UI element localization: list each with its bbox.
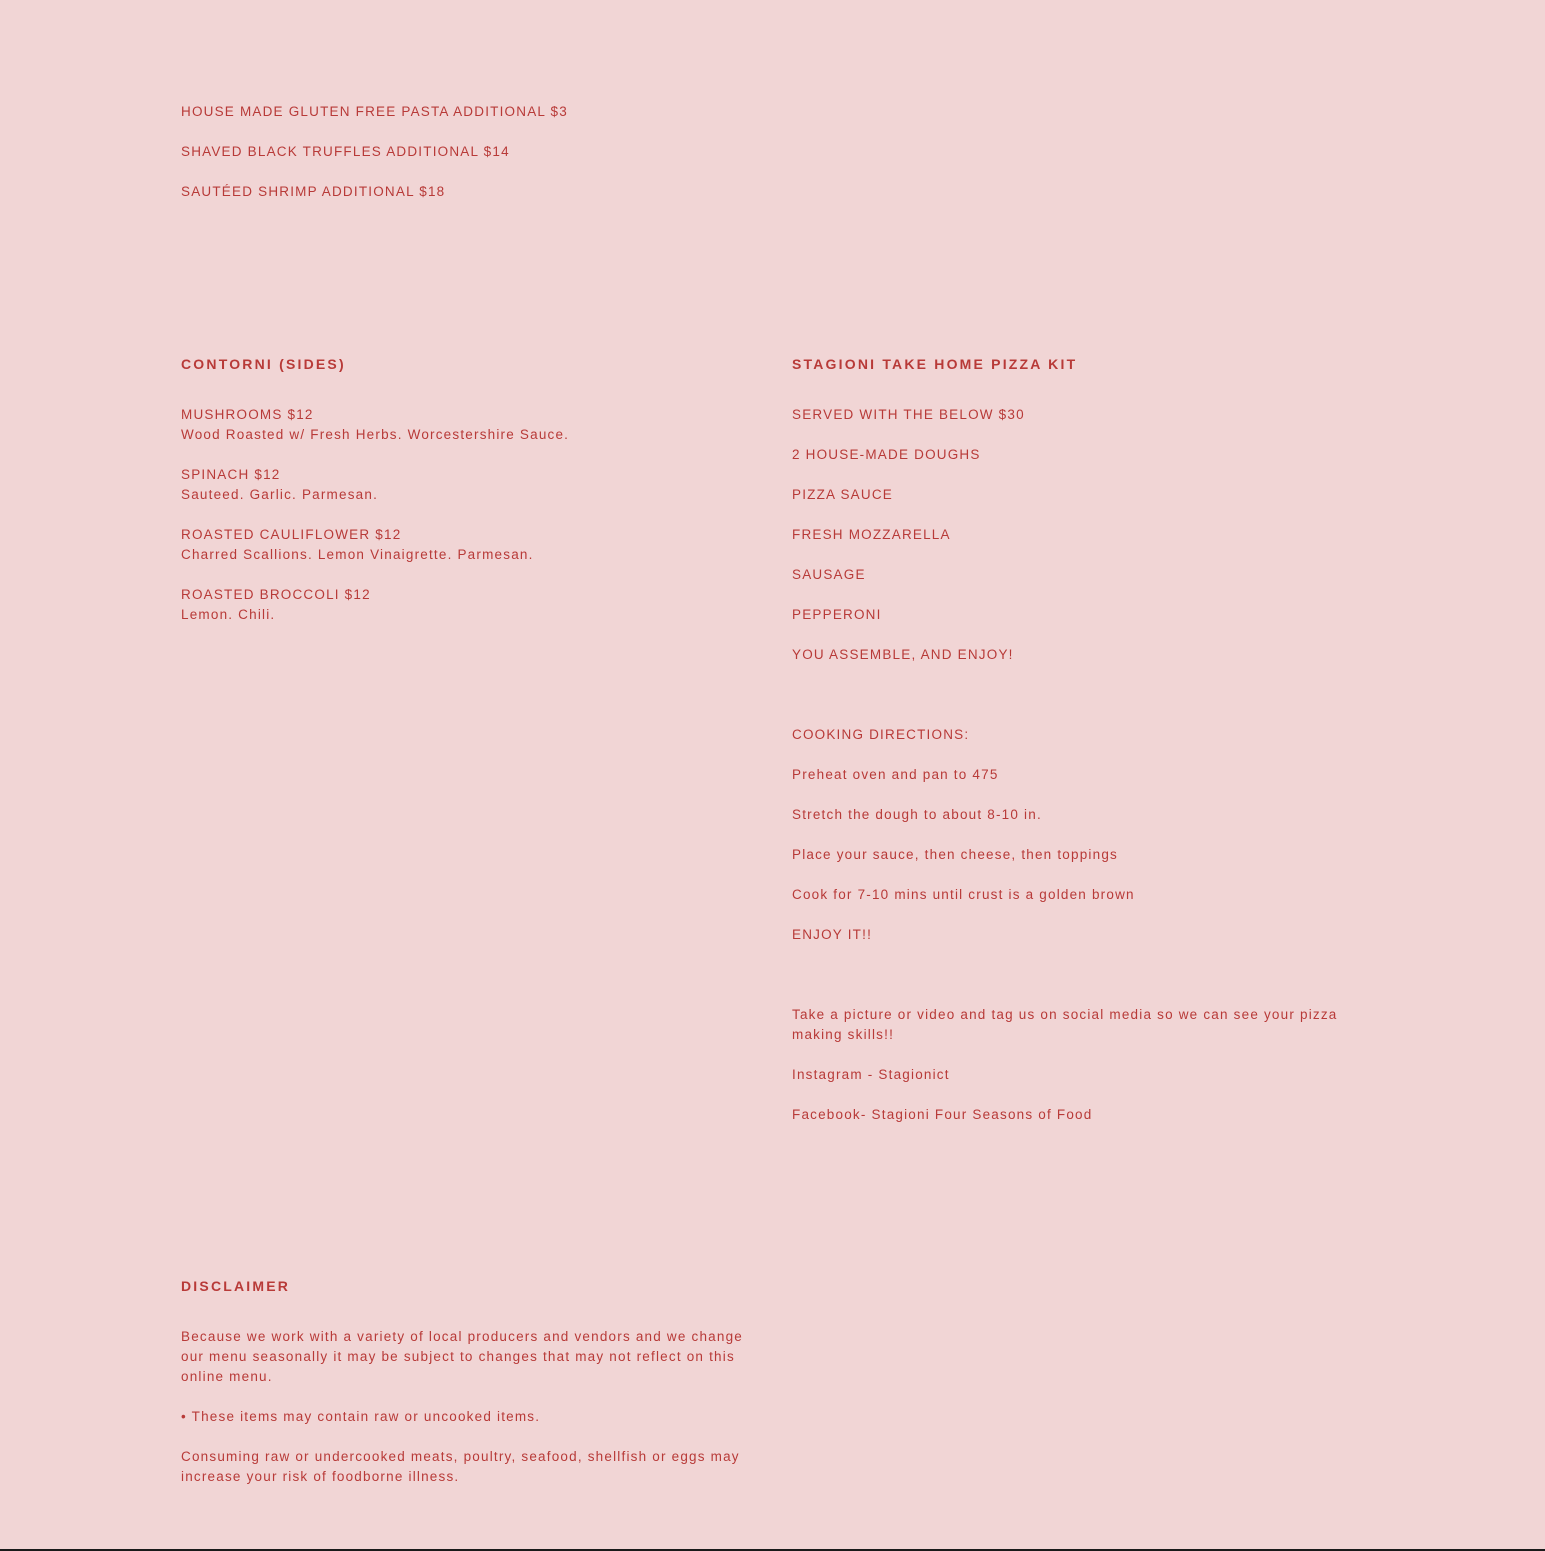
pizza-kit-line: 2 HOUSE-MADE DOUGHS xyxy=(792,447,981,462)
cooking-direction-step: ENJOY IT!! xyxy=(792,927,873,942)
disclaimer-raw-note: • These items may contain raw or uncooked items. xyxy=(181,1409,541,1424)
addon-gluten-free-pasta: HOUSE MADE GLUTEN FREE PASTA ADDITIONAL $3 xyxy=(181,104,568,119)
contorni-item-desc: Sauteed. Garlic. Parmesan. xyxy=(181,487,379,502)
instagram-handle: Instagram - Stagionict xyxy=(792,1067,950,1082)
contorni-item-name: ROASTED BROCCOLI $12 xyxy=(181,587,371,602)
addon-shrimp: SAUTÉED SHRIMP ADDITIONAL $18 xyxy=(181,184,446,199)
social-callout: Take a picture or video and tag us on social media so we can see your pizza making skills!! xyxy=(792,1007,1338,1042)
pizza-kit-line: FRESH MOZZARELLA xyxy=(792,527,951,542)
contorni-item-name: MUSHROOMS $12 xyxy=(181,407,314,422)
cooking-directions-title: COOKING DIRECTIONS: xyxy=(792,727,970,742)
contorni-item-name: SPINACH $12 xyxy=(181,467,281,482)
pizza-kit-line: SERVED WITH THE BELOW $30 xyxy=(792,407,1025,422)
cooking-direction-step: Place your sauce, then cheese, then toppings xyxy=(792,847,1118,862)
cooking-direction-step: Stretch the dough to about 8-10 in. xyxy=(792,807,1042,822)
pizza-kit-heading: STAGIONI TAKE HOME PIZZA KIT xyxy=(792,356,1078,372)
cooking-direction-step: Preheat oven and pan to 475 xyxy=(792,767,999,782)
disclaimer-health-warning: Consuming raw or undercooked meats, poultry, seafood, shellfish or eggs may increase your risk of foodborne illness. xyxy=(181,1449,740,1484)
facebook-handle: Facebook- Stagioni Four Seasons of Food xyxy=(792,1107,1093,1122)
pizza-kit-line: PEPPERONI xyxy=(792,607,882,622)
disclaimer-heading: DISCLAIMER xyxy=(181,1278,291,1294)
cooking-direction-step: Cook for 7-10 mins until crust is a golden brown xyxy=(792,887,1135,902)
contorni-heading: CONTORNI (SIDES) xyxy=(181,356,346,372)
contorni-item-desc: Lemon. Chili. xyxy=(181,607,276,622)
addon-black-truffles: SHAVED BLACK TRUFFLES ADDITIONAL $14 xyxy=(181,144,510,159)
disclaimer-paragraph: Because we work with a variety of local producers and vendors and we change our menu seasonally it may be subject to changes that may not reflect on this online menu. xyxy=(181,1329,744,1384)
pizza-kit-line: SAUSAGE xyxy=(792,567,866,582)
pizza-kit-line: PIZZA SAUCE xyxy=(792,487,893,502)
contorni-item-desc: Wood Roasted w/ Fresh Herbs. Worcestershire Sauce. xyxy=(181,427,570,442)
contorni-item-name: ROASTED CAULIFLOWER $12 xyxy=(181,527,402,542)
contorni-item-desc: Charred Scallions. Lemon Vinaigrette. Parmesan. xyxy=(181,547,534,562)
pizza-kit-line: YOU ASSEMBLE, AND ENJOY! xyxy=(792,647,1014,662)
